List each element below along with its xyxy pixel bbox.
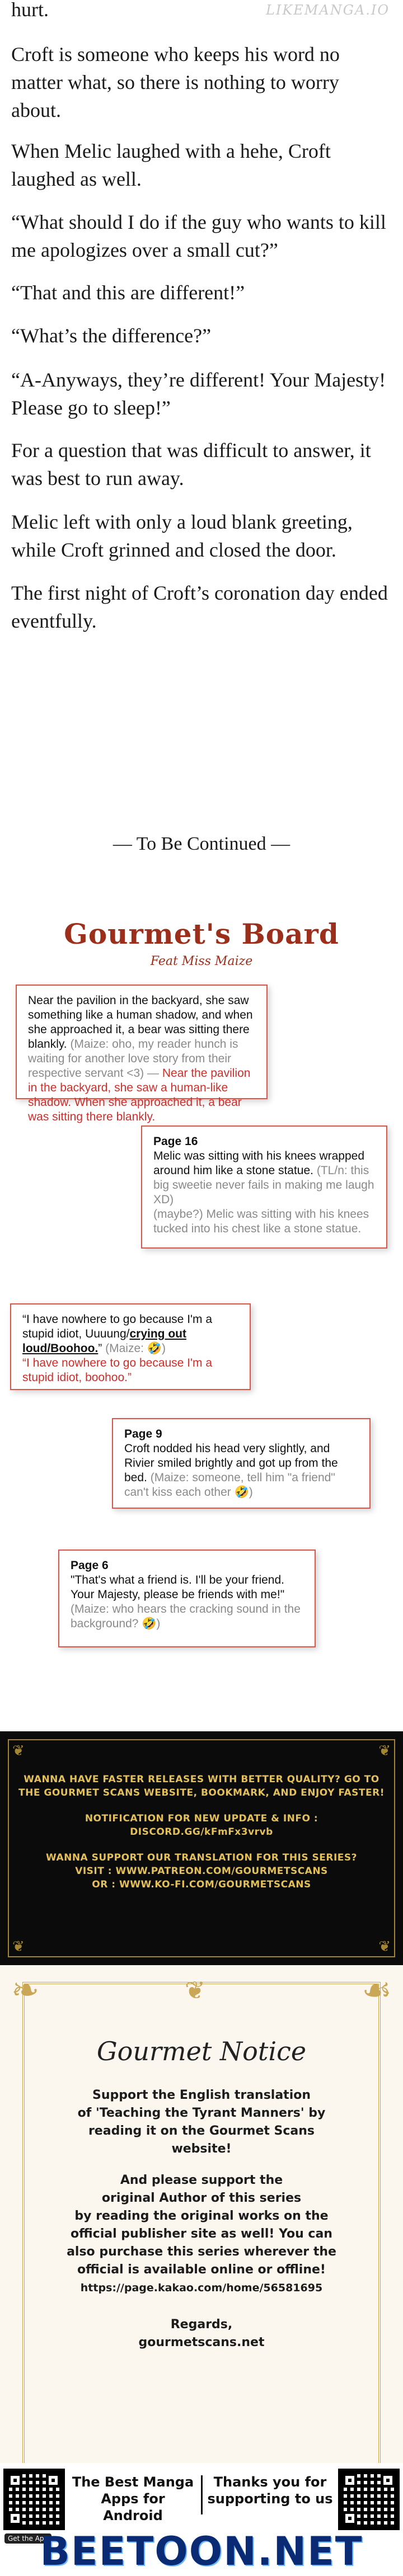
board-subtitle: Feat Miss Maize bbox=[150, 954, 253, 968]
qr-eye-icon bbox=[8, 2473, 22, 2488]
corner-ornament-icon: ❦ bbox=[12, 1743, 25, 1759]
correction-card bbox=[16, 985, 268, 1123]
qr-eye-icon bbox=[343, 2473, 357, 2488]
card-text: "That's what a friend is. I'll be your friend. Your Majesty, please be friends with me!" bbox=[71, 1574, 285, 1601]
notice-line: official is available online or offline! bbox=[77, 2263, 326, 2277]
card-text-close: ” bbox=[98, 1342, 102, 1355]
story-paragraph: “What should I do if the guy who wants to kill me apologizes over a small cut?” bbox=[11, 211, 386, 261]
qr-eye-icon bbox=[343, 2511, 357, 2526]
site-watermark: LIKEMANGA.IO bbox=[265, 2, 390, 18]
corner-ornament-icon: ❦ bbox=[12, 1938, 25, 1955]
footer-divider bbox=[201, 2475, 203, 2514]
story-paragraph: Melic left with only a loud blank greeting, while Croft grinned and closed the door. bbox=[11, 511, 353, 561]
card-note: (Maize: 🤣) bbox=[105, 1342, 166, 1355]
get-app-badge[interactable]: Get the App bbox=[4, 2533, 51, 2544]
promo-line: WANNA SUPPORT OUR TRANSLATION FOR THIS SERIES? bbox=[45, 1852, 358, 1863]
footer-left-text: The Best Manga Apps for Android bbox=[72, 2474, 194, 2523]
card-correction: Near the pavilion in the backyard, she saw a human-like shadow. When she approached it, a bear was sitting there blankly. bbox=[28, 1067, 251, 1123]
floral-ornament-icon: ❧ bbox=[11, 1972, 40, 2009]
discord-link[interactable]: DISCORD.GG/kFmFx3vrvb bbox=[130, 1826, 273, 1838]
card-text: “I have nowhere to go because I'm a stupid idiot, Uuuung/ bbox=[22, 1313, 213, 1340]
card-page: Page 9 bbox=[124, 1428, 162, 1440]
promo-border bbox=[8, 1739, 395, 1957]
promo-line: WANNA HAVE FASTER RELEASES WITH BETTER QUALITY? GO TO bbox=[24, 1774, 379, 1785]
corner-ornament-icon: ❦ bbox=[378, 1938, 391, 1955]
notice-line: reading it on the Gourmet Scans bbox=[88, 2124, 315, 2138]
card-note: (Maize: oho, my reader hunch is waiting for another love story from their respective servant <3) — bbox=[28, 1038, 238, 1080]
card-note: (Maize: who hears the cracking sound in the background? 🤣) bbox=[71, 1603, 301, 1630]
card-correction: (maybe?) Melic was sitting with his knees tucked into his chest like a stone statue. bbox=[153, 1208, 369, 1235]
qr-eye-icon bbox=[381, 2473, 395, 2488]
notice-line: by reading the original works on the bbox=[74, 2209, 329, 2223]
correction-card bbox=[58, 1550, 316, 1647]
story-paragraph: When Melic laughed with a hehe, Croft laughed as well. bbox=[11, 140, 331, 190]
notice-line: of 'Teaching the Tyrant Manners' by bbox=[77, 2106, 326, 2120]
notice-site[interactable]: gourmetscans.net bbox=[138, 2335, 265, 2349]
kofi-link[interactable]: OR : WWW.KO-FI.COM/GOURMETSCANS bbox=[92, 1879, 311, 1890]
card-text: Croft nodded his head very slightly, and Rivier smiled brightly and got up from the bed. bbox=[124, 1442, 338, 1484]
story-paragraph: The first night of Croft’s coronation day ended eventfully. bbox=[11, 582, 388, 632]
notice-line: original Author of this series bbox=[101, 2191, 302, 2205]
notice-line: official publisher site as well! You can bbox=[71, 2227, 332, 2241]
notice-line: Regards, bbox=[170, 2318, 233, 2332]
patreon-link[interactable]: VISIT : WWW.PATREON.COM/GOURMETSCANS bbox=[75, 1866, 328, 1877]
notice-line: Support the English translation bbox=[92, 2088, 311, 2102]
card-text: Melic was sitting with his knees wrapped around him like a stone statue. bbox=[153, 1150, 364, 1177]
qr-eye-icon bbox=[8, 2511, 22, 2526]
floral-ornament-icon: ☙ bbox=[362, 1972, 392, 2009]
card-page: Page 6 bbox=[71, 1559, 109, 1572]
card-text: Near the pavilion in the backyard, she saw something like a human shadow, and when she approached it, a bear was sitting there blankly. bbox=[28, 994, 253, 1051]
story-paragraph: “What’s the difference?” bbox=[11, 324, 212, 347]
correction-card bbox=[141, 1125, 387, 1249]
footer-right-text: Thanks you for supporting to us bbox=[207, 2474, 333, 2507]
correction-card bbox=[112, 1418, 371, 1509]
story-paragraph: Croft is someone who keeps his word no matter what, so there is nothing to worry about. bbox=[11, 43, 340, 121]
story-paragraph: “A-Anyways, they’re different! Your Majesty! Please go to sleep!” bbox=[11, 369, 386, 419]
qr-eye-icon bbox=[46, 2473, 60, 2488]
card-emphasis: crying out loud/Boohoo. bbox=[22, 1327, 186, 1355]
notice-line: also purchase this series wherever the bbox=[67, 2245, 336, 2259]
beetoon-logo[interactable]: BEETOON.NET bbox=[40, 2528, 363, 2574]
story-paragraph: hurt. bbox=[11, 0, 49, 21]
board-title: Gourmet's Board bbox=[64, 917, 339, 950]
story-paragraph: For a question that was difficult to answer, it was best to run away. bbox=[11, 439, 371, 489]
corner-ornament-icon: ❦ bbox=[378, 1743, 391, 1759]
notice-line: website! bbox=[171, 2142, 232, 2156]
card-correction: “I have nowhere to go because I'm a stupid idiot, boohoo.” bbox=[22, 1357, 213, 1384]
qr-code-icon[interactable] bbox=[3, 2469, 65, 2530]
notice-line: And please support the bbox=[120, 2173, 283, 2187]
promo-line: THE GOURMET SCANS WEBSITE, BOOKMARK, AND ENJOY FASTER! bbox=[18, 1787, 385, 1798]
story-paragraph: “That and this are different!” bbox=[11, 281, 245, 304]
qr-code-icon[interactable] bbox=[338, 2469, 400, 2530]
correction-card bbox=[10, 1303, 251, 1390]
card-page: Page 16 bbox=[153, 1135, 198, 1148]
promo-line: NOTIFICATION FOR NEW UPDATE & INFO : bbox=[85, 1813, 318, 1824]
card-note: (Maize: someone, tell him "a friend" can't kiss each other 🤣) bbox=[124, 1471, 335, 1499]
to-be-continued: — To Be Continued — bbox=[113, 833, 290, 854]
floral-ornament-icon: ❦ bbox=[185, 1977, 205, 2004]
promo-banner bbox=[0, 1731, 403, 1965]
notice-title: Gourmet Notice bbox=[96, 2036, 307, 2066]
card-note: (TL/n: this big sweetie never fails in making me laugh XD) bbox=[153, 1164, 374, 1206]
kakao-link[interactable]: https://page.kakao.com/home/56581695 bbox=[80, 2282, 323, 2294]
